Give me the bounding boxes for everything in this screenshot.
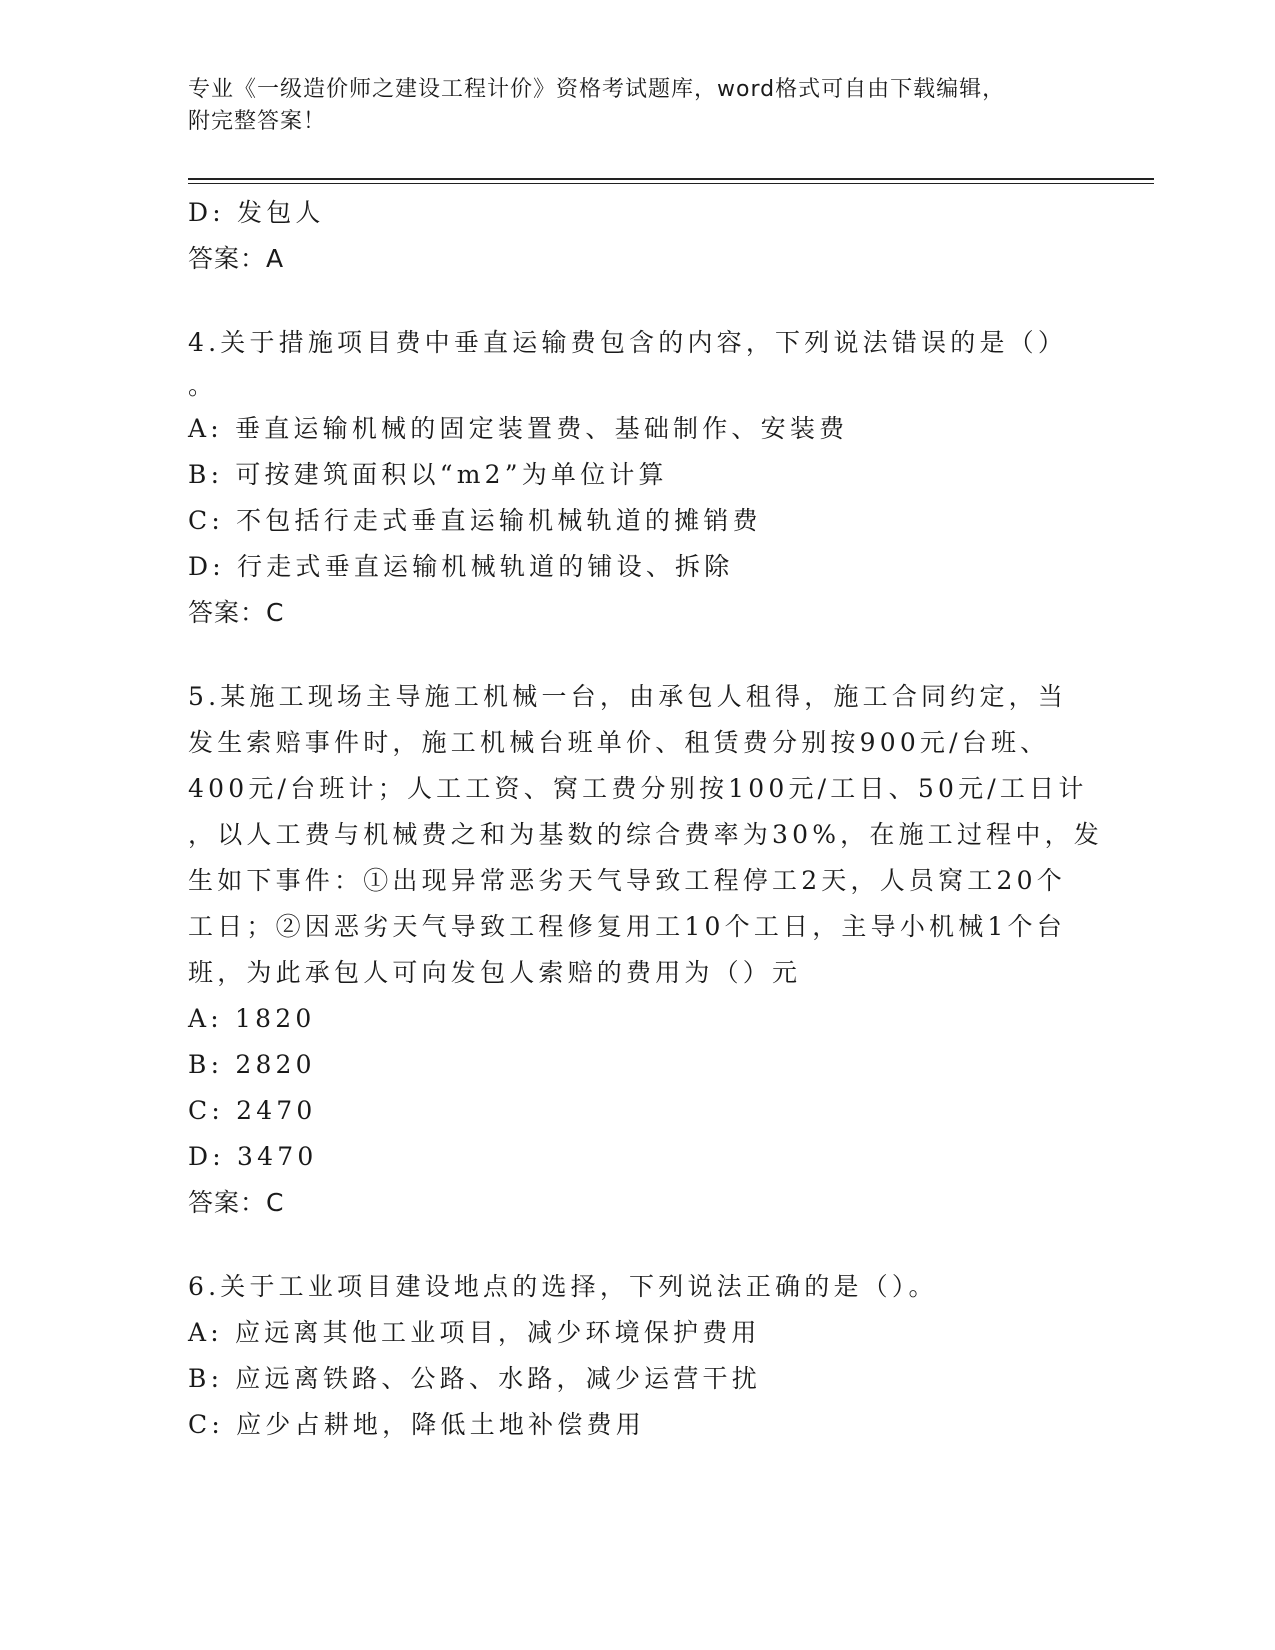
document-header [188,74,1088,138]
answer-line: 答案：C [188,1188,285,1217]
question-5 [188,674,1103,1226]
question-6 [188,1264,1088,1448]
option-a: A: 应远离其他工业项目，减少环境保护费用 [188,1318,761,1347]
question-stem-line: 4.关于措施项目费中垂直运输费包含的内容，下列说法错误的是（） [188,328,1068,357]
question-stem-line: 发生索赔事件时，施工机械台班单价、租赁费分别按900元/台班、 [188,728,1050,757]
option-a: A: 垂直运输机械的固定装置费、基础制作、安装费 [188,414,849,443]
option-b: B: 应远离铁路、公路、水路，减少运营干扰 [188,1364,761,1393]
option-d: D: 3470 [188,1142,318,1171]
spacer [188,282,1088,320]
question-4 [188,320,1088,636]
option-c: C: 2470 [188,1096,317,1125]
option-c: C: 应少占耕地，降低土地补偿费用 [188,1410,645,1439]
option-d: D: 发包人 [188,198,325,227]
header-rule-thick [188,178,1154,180]
question-stem-line: 。 [188,371,218,400]
question-content [188,190,1103,1448]
option-c: C: 不包括行走式垂直运输机械轨道的摊销费 [188,506,762,535]
header-rule-thin [188,183,1154,184]
question-stem-line: 工日；②因恶劣天气导致工程修复用工10个工日，主导小机械1个台 [188,912,1066,941]
question-stem-line: 6.关于工业项目建设地点的选择，下列说法正确的是（）。 [188,1272,938,1301]
question-stem-line: 生如下事件：①出现异常恶劣天气导致工程停工2天，人员窝工20个 [188,866,1066,895]
answer-line: 答案：A [188,244,285,273]
option-a: A: 1820 [188,1004,316,1033]
option-d: D: 行走式垂直运输机械轨道的铺设、拆除 [188,552,734,581]
header-line-2: 附完整答案！ [188,109,327,134]
spacer [188,636,1088,674]
question-stem-line: 班，为此承包人可向发包人索赔的费用为（）元 [188,958,802,987]
spacer [188,1226,1088,1264]
option-b: B: 可按建筑面积以“m2”为单位计算 [188,460,668,489]
question-stem-line: 400元/台班计；人工工资、窝工费分别按100元/工日、50元/工日计 [188,774,1088,803]
option-b: B: 2820 [188,1050,316,1079]
question-stem-line: 5.某施工现场主导施工机械一台，由承包人租得，施工合同约定，当 [188,682,1068,711]
answer-line: 答案：C [188,598,285,627]
question-stem-line: ，以人工费与机械费之和为基数的综合费率为30%，在施工过程中，发 [188,820,1103,849]
header-line-1: 专业《一级造价师之建设工程计价》资格考试题库，word格式可自由下载编辑， [188,77,1006,102]
